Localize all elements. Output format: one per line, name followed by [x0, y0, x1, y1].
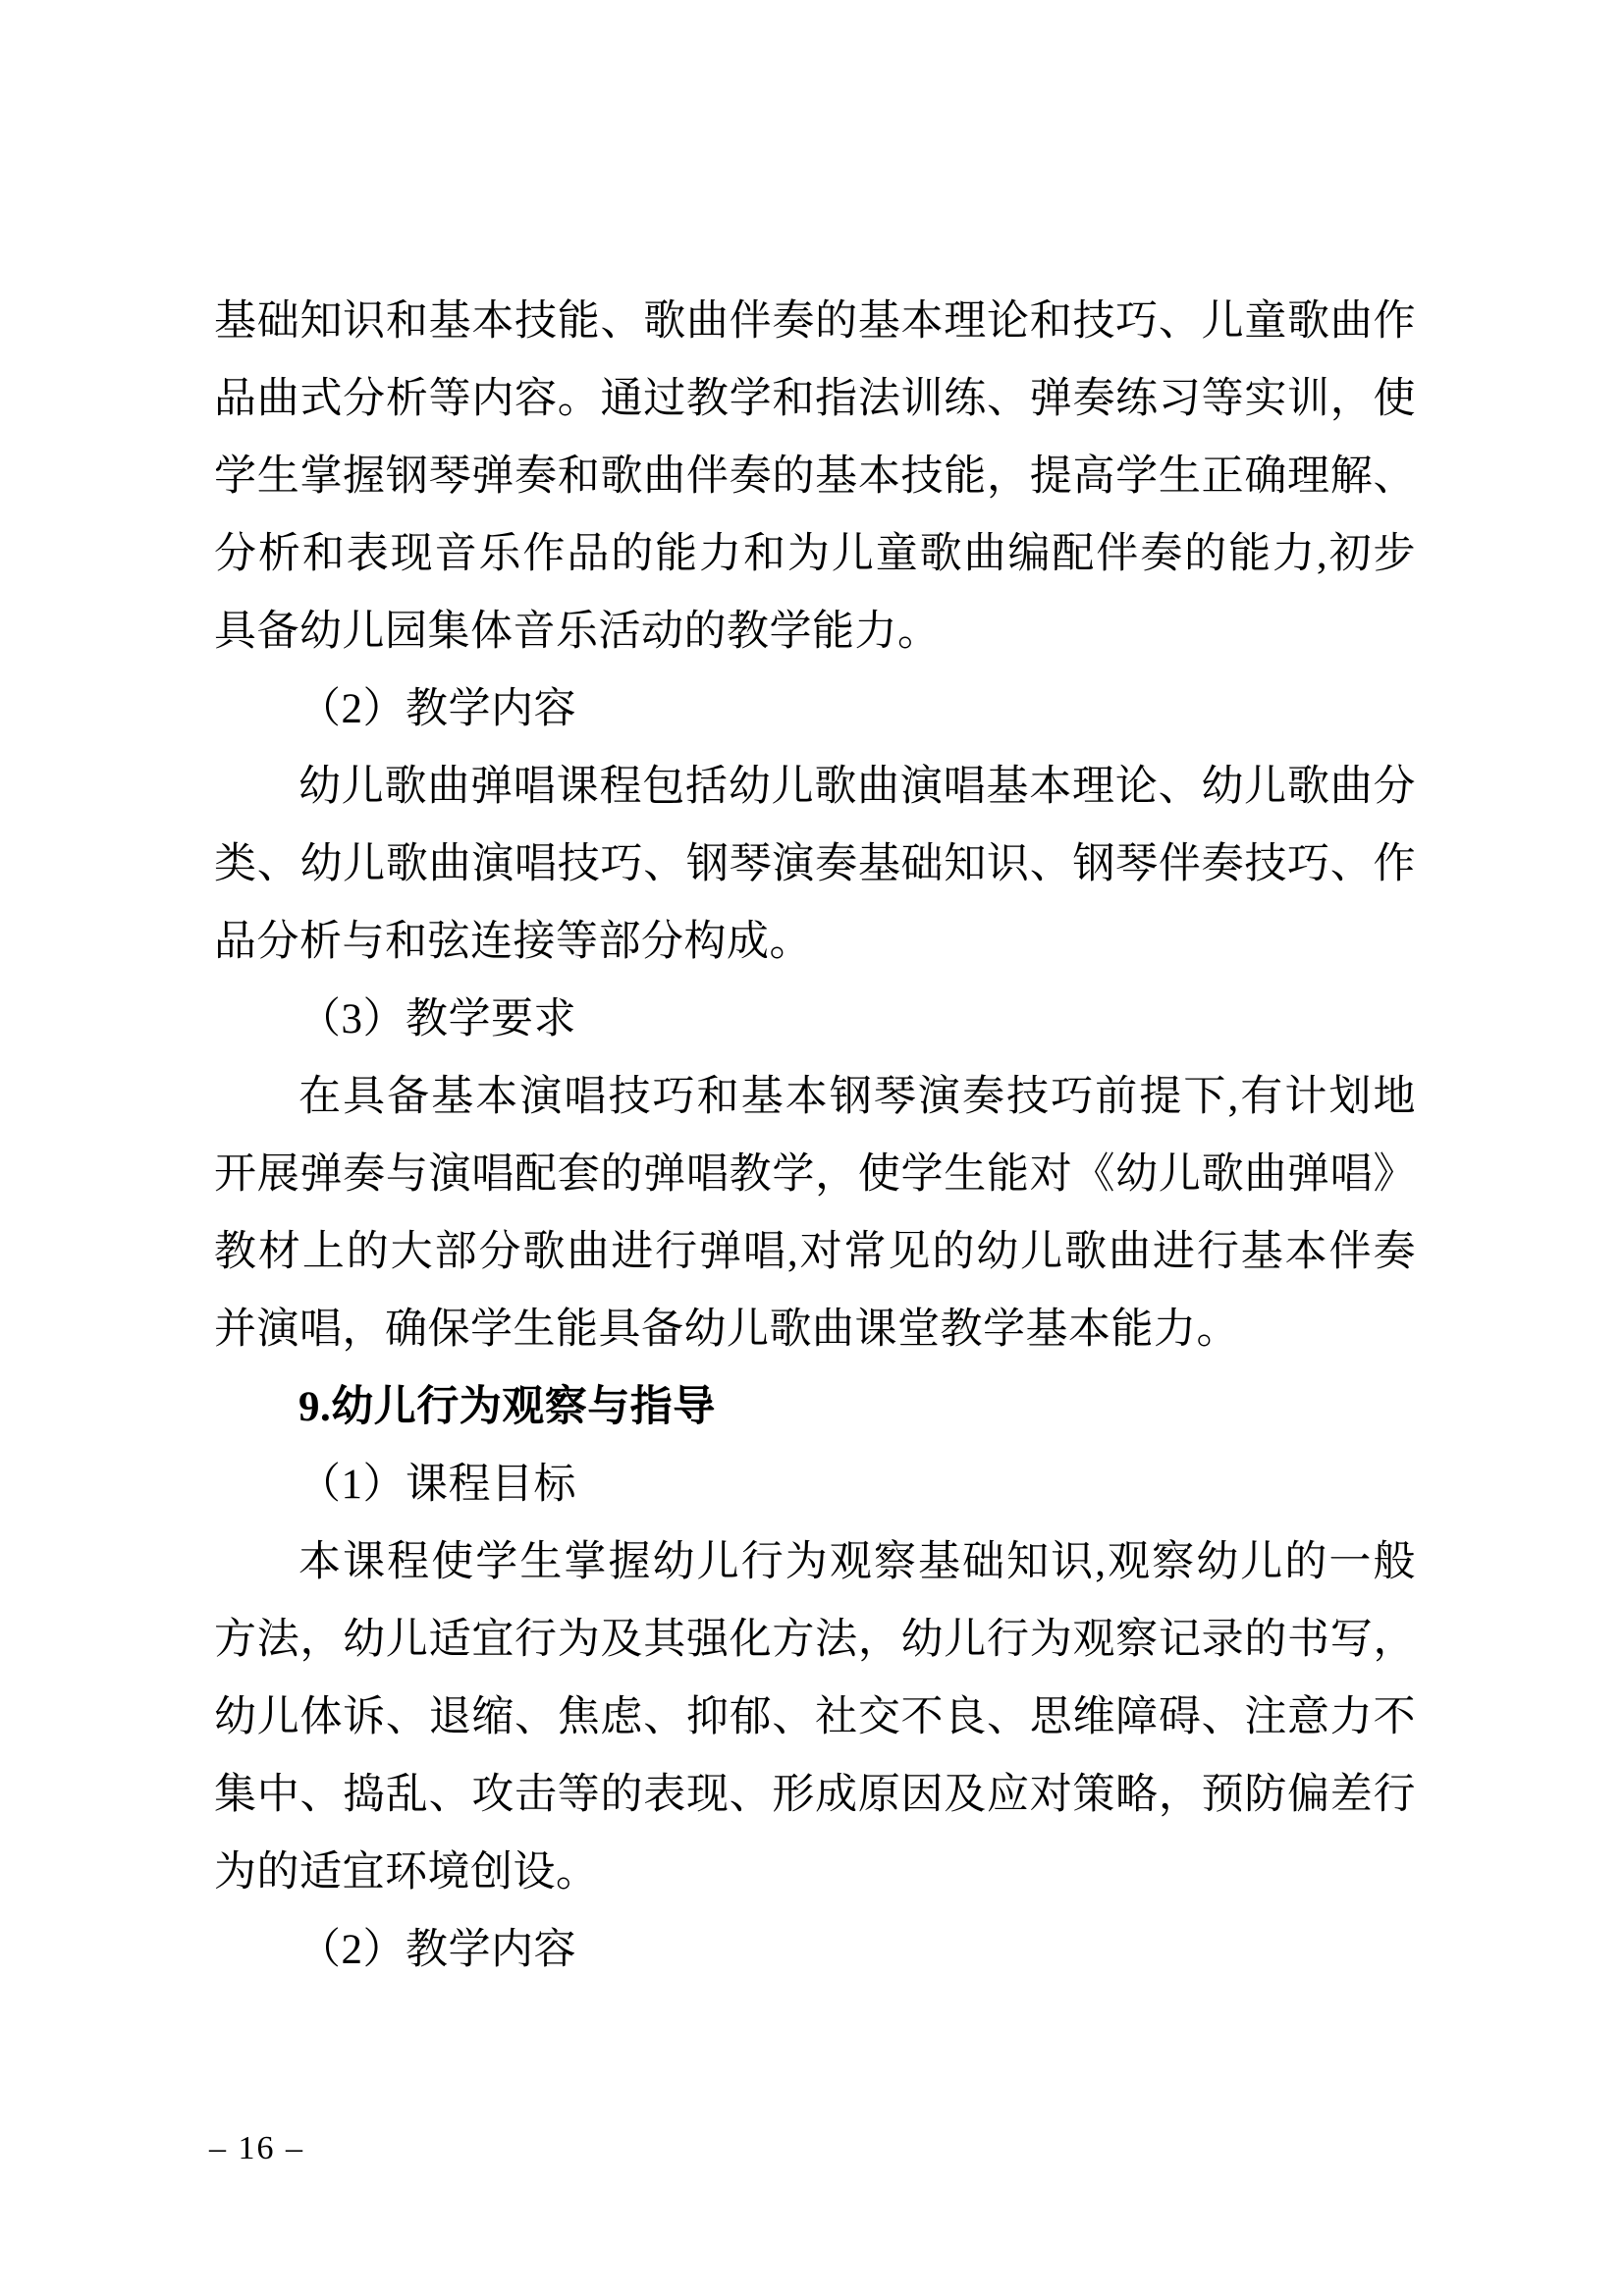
- page-number: – 16 –: [209, 2130, 304, 2166]
- document-line: 具备幼儿园集体音乐活动的教学能力。: [214, 609, 941, 655]
- document-line: 本课程使学生掌握幼儿行为观察基础知识,观察幼儿的一般: [298, 1539, 1416, 1585]
- document-body: [214, 283, 1416, 1989]
- document-line: 方法，幼儿适宜行为及其强化方法，幼儿行为观察记录的书写，: [214, 1617, 1416, 1663]
- document-line: 为的适宜环境创设。: [214, 1849, 599, 1896]
- document-line: 在具备基本演唱技巧和基本钢琴演奏技巧前提下,有计划地: [298, 1074, 1416, 1120]
- document-line: 开展弹奏与演唱配套的弹唱教学，使学生能对《幼儿歌曲弹唱》: [214, 1151, 1416, 1198]
- document-line: 品分析与和弦连接等部分构成。: [214, 919, 812, 965]
- document-line: 并演唱，确保学生能具备幼儿歌曲课堂教学基本能力。: [214, 1307, 1239, 1353]
- document-line: 幼儿体诉、退缩、焦虑、抑郁、社交不良、思维障碍、注意力不: [214, 1694, 1416, 1740]
- section-heading: （1）课程目标: [298, 1462, 576, 1508]
- document-line: 基础知识和基本技能、歌曲伴奏的基本理论和技巧、儿童歌曲作: [214, 298, 1416, 345]
- numbered-heading: 9.幼儿行为观察与指导: [298, 1384, 716, 1430]
- page-footer: [209, 2128, 304, 2169]
- section-heading: （2）教学内容: [298, 686, 576, 732]
- section-heading: （2）教学内容: [298, 1927, 576, 1973]
- document-line: 分析和表现音乐作品的能力和为儿童歌曲编配伴奏的能力,初步: [214, 531, 1416, 577]
- document-line: 类、幼儿歌曲演唱技巧、钢琴演奏基础知识、钢琴伴奏技巧、作: [214, 841, 1416, 887]
- document-line: 集中、捣乱、攻击等的表现、形成原因及应对策略，预防偏差行: [214, 1772, 1416, 1818]
- document-line: 学生掌握钢琴弹奏和歌曲伴奏的基本技能，提高学生正确理解、: [214, 454, 1416, 500]
- document-line: 教材上的大部分歌曲进行弹唱,对常见的幼儿歌曲进行基本伴奏: [214, 1229, 1416, 1275]
- document-line: 幼儿歌曲弹唱课程包括幼儿歌曲演唱基本理论、幼儿歌曲分: [298, 764, 1416, 810]
- document-line: 品曲式分析等内容。通过教学和指法训练、弹奏练习等实训，使: [214, 376, 1416, 422]
- section-heading: （3）教学要求: [298, 996, 576, 1042]
